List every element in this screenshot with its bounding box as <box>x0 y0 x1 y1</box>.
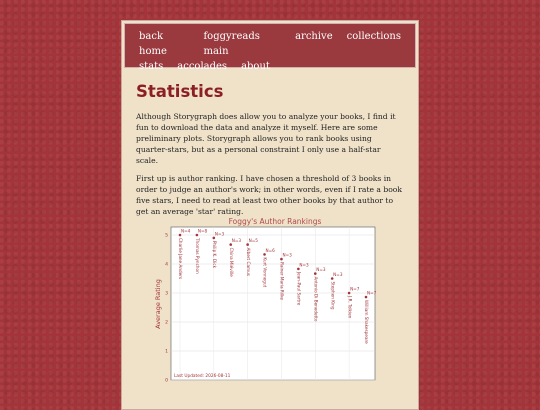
nav-archive[interactable]: archive <box>295 31 333 42</box>
chart-title: Foggy's Author Rankings <box>228 217 322 226</box>
sample-size-label: N=3 <box>214 231 225 237</box>
nav-accolades[interactable]: accolades <box>177 61 228 72</box>
data-point <box>263 253 266 256</box>
data-point <box>229 243 232 246</box>
sample-size-label: N=7 <box>350 286 360 292</box>
chart-footnote: Last Updated: 2026-08-11 <box>174 374 231 379</box>
intro-paragraph: Although Storygraph does allow you to analyze your books, I find it fun to download the data and analyze it myself. Here are some preliminary plots. Storygraph allows you to rank books using quarter-stars, but as a personal constraint I only use a half-star scale. <box>136 112 396 165</box>
data-point <box>213 237 216 240</box>
sample-size-label: N=3 <box>231 238 242 244</box>
author-label: Rainer Maria Rilke <box>279 262 285 300</box>
main-content <box>122 82 418 217</box>
data-point <box>365 296 368 299</box>
sample-size-label: N=6 <box>265 247 275 253</box>
data-point <box>297 268 300 271</box>
y-axis-ticks <box>165 233 168 384</box>
sample-size-label: N=8 <box>197 228 208 234</box>
sample-size-label: N=4 <box>181 228 191 234</box>
author-rankings-chart <box>146 215 382 387</box>
data-point <box>246 243 249 246</box>
sample-size-label: N=3 <box>316 267 326 273</box>
data-point <box>331 277 334 280</box>
sample-size-label: N=3 <box>333 272 343 277</box>
author-label: China Miéville <box>228 247 234 277</box>
data-point <box>314 272 317 275</box>
author-label: J.R. Tolkien <box>347 296 353 319</box>
y-tick-label: 2 <box>165 320 168 326</box>
top-navigation <box>124 23 416 72</box>
author-label: Philip K. Dick <box>212 240 218 269</box>
nav-back-home[interactable]: back home <box>139 31 167 57</box>
nav-collections[interactable]: collections <box>346 31 401 42</box>
sample-size-label: N=3 <box>299 262 309 268</box>
nav-about[interactable]: about <box>241 61 270 72</box>
data-point <box>196 234 199 237</box>
y-axis-label: Average Rating <box>154 279 162 329</box>
sample-size-label: N=3 <box>282 252 292 258</box>
author-label: Thomas Pynchon <box>195 238 201 274</box>
y-tick-label: 0 <box>165 378 168 384</box>
sample-size-label: N=7 <box>367 290 377 296</box>
author-label: Jean-Paul Sartre <box>296 271 302 306</box>
author-label: Antonio Di Benedetto <box>313 276 319 322</box>
page-title: Statistics <box>136 82 224 101</box>
y-tick-label: 5 <box>165 233 168 239</box>
nav-foggyreads-main[interactable]: foggyreads main <box>203 31 260 57</box>
author-label: Albert Camus <box>245 247 251 276</box>
nav-stats[interactable]: stats <box>139 61 164 72</box>
y-tick-label: 4 <box>165 262 168 268</box>
data-point <box>280 258 283 261</box>
author-label: William Shakespeare <box>364 300 370 344</box>
author-ranking-paragraph: First up is author ranking. I have chosen a threshold of 3 books in order to judge an author's work; in other words, even if I rate a book five stars, I need to read at least two other books by that author to get an average 'star' rating. <box>136 174 402 216</box>
y-tick-label: 1 <box>165 349 168 355</box>
author-label: Stephen King <box>330 281 336 310</box>
data-point <box>348 292 351 295</box>
author-label: Kurt Vonnegut <box>262 257 268 288</box>
author-label: Charlie Jane Anders <box>178 238 184 280</box>
sample-size-label: N=5 <box>248 238 258 244</box>
y-tick-label: 3 <box>165 291 168 297</box>
data-point <box>179 234 182 237</box>
